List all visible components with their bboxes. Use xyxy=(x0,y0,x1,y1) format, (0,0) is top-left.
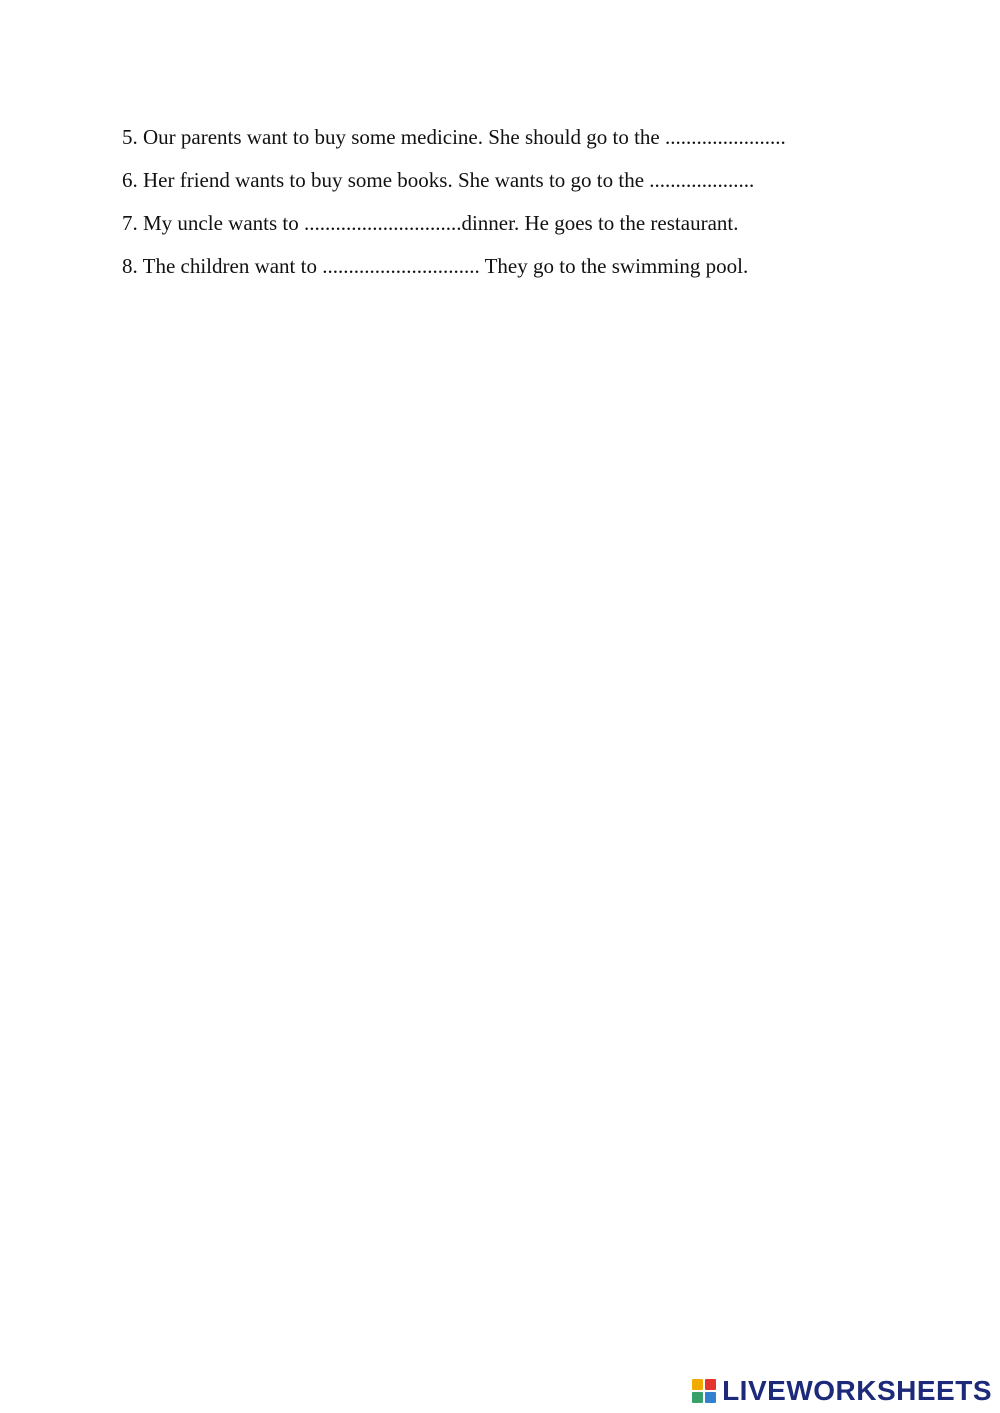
logo-tile-1 xyxy=(692,1379,703,1390)
logo-tile-2 xyxy=(705,1379,716,1390)
question-8: 8. The children want to .............................. They go to the swimming pool. xyxy=(122,254,749,278)
question-7: 7. My uncle wants to ..............................dinner. He goes to the restaurant. xyxy=(122,211,739,235)
liveworksheets-watermark xyxy=(692,1377,992,1405)
liveworksheets-logo-icon xyxy=(692,1379,716,1403)
brand-name: LIVEWORKSHEETS xyxy=(722,1375,992,1406)
question-5: 5. Our parents want to buy some medicine. She should go to the ....................... xyxy=(122,125,786,149)
logo-tile-3 xyxy=(692,1392,703,1403)
question-6: 6. Her friend wants to buy some books. She wants to go to the .................... xyxy=(122,168,755,192)
worksheet-questions xyxy=(122,116,922,288)
logo-tile-4 xyxy=(705,1392,716,1403)
